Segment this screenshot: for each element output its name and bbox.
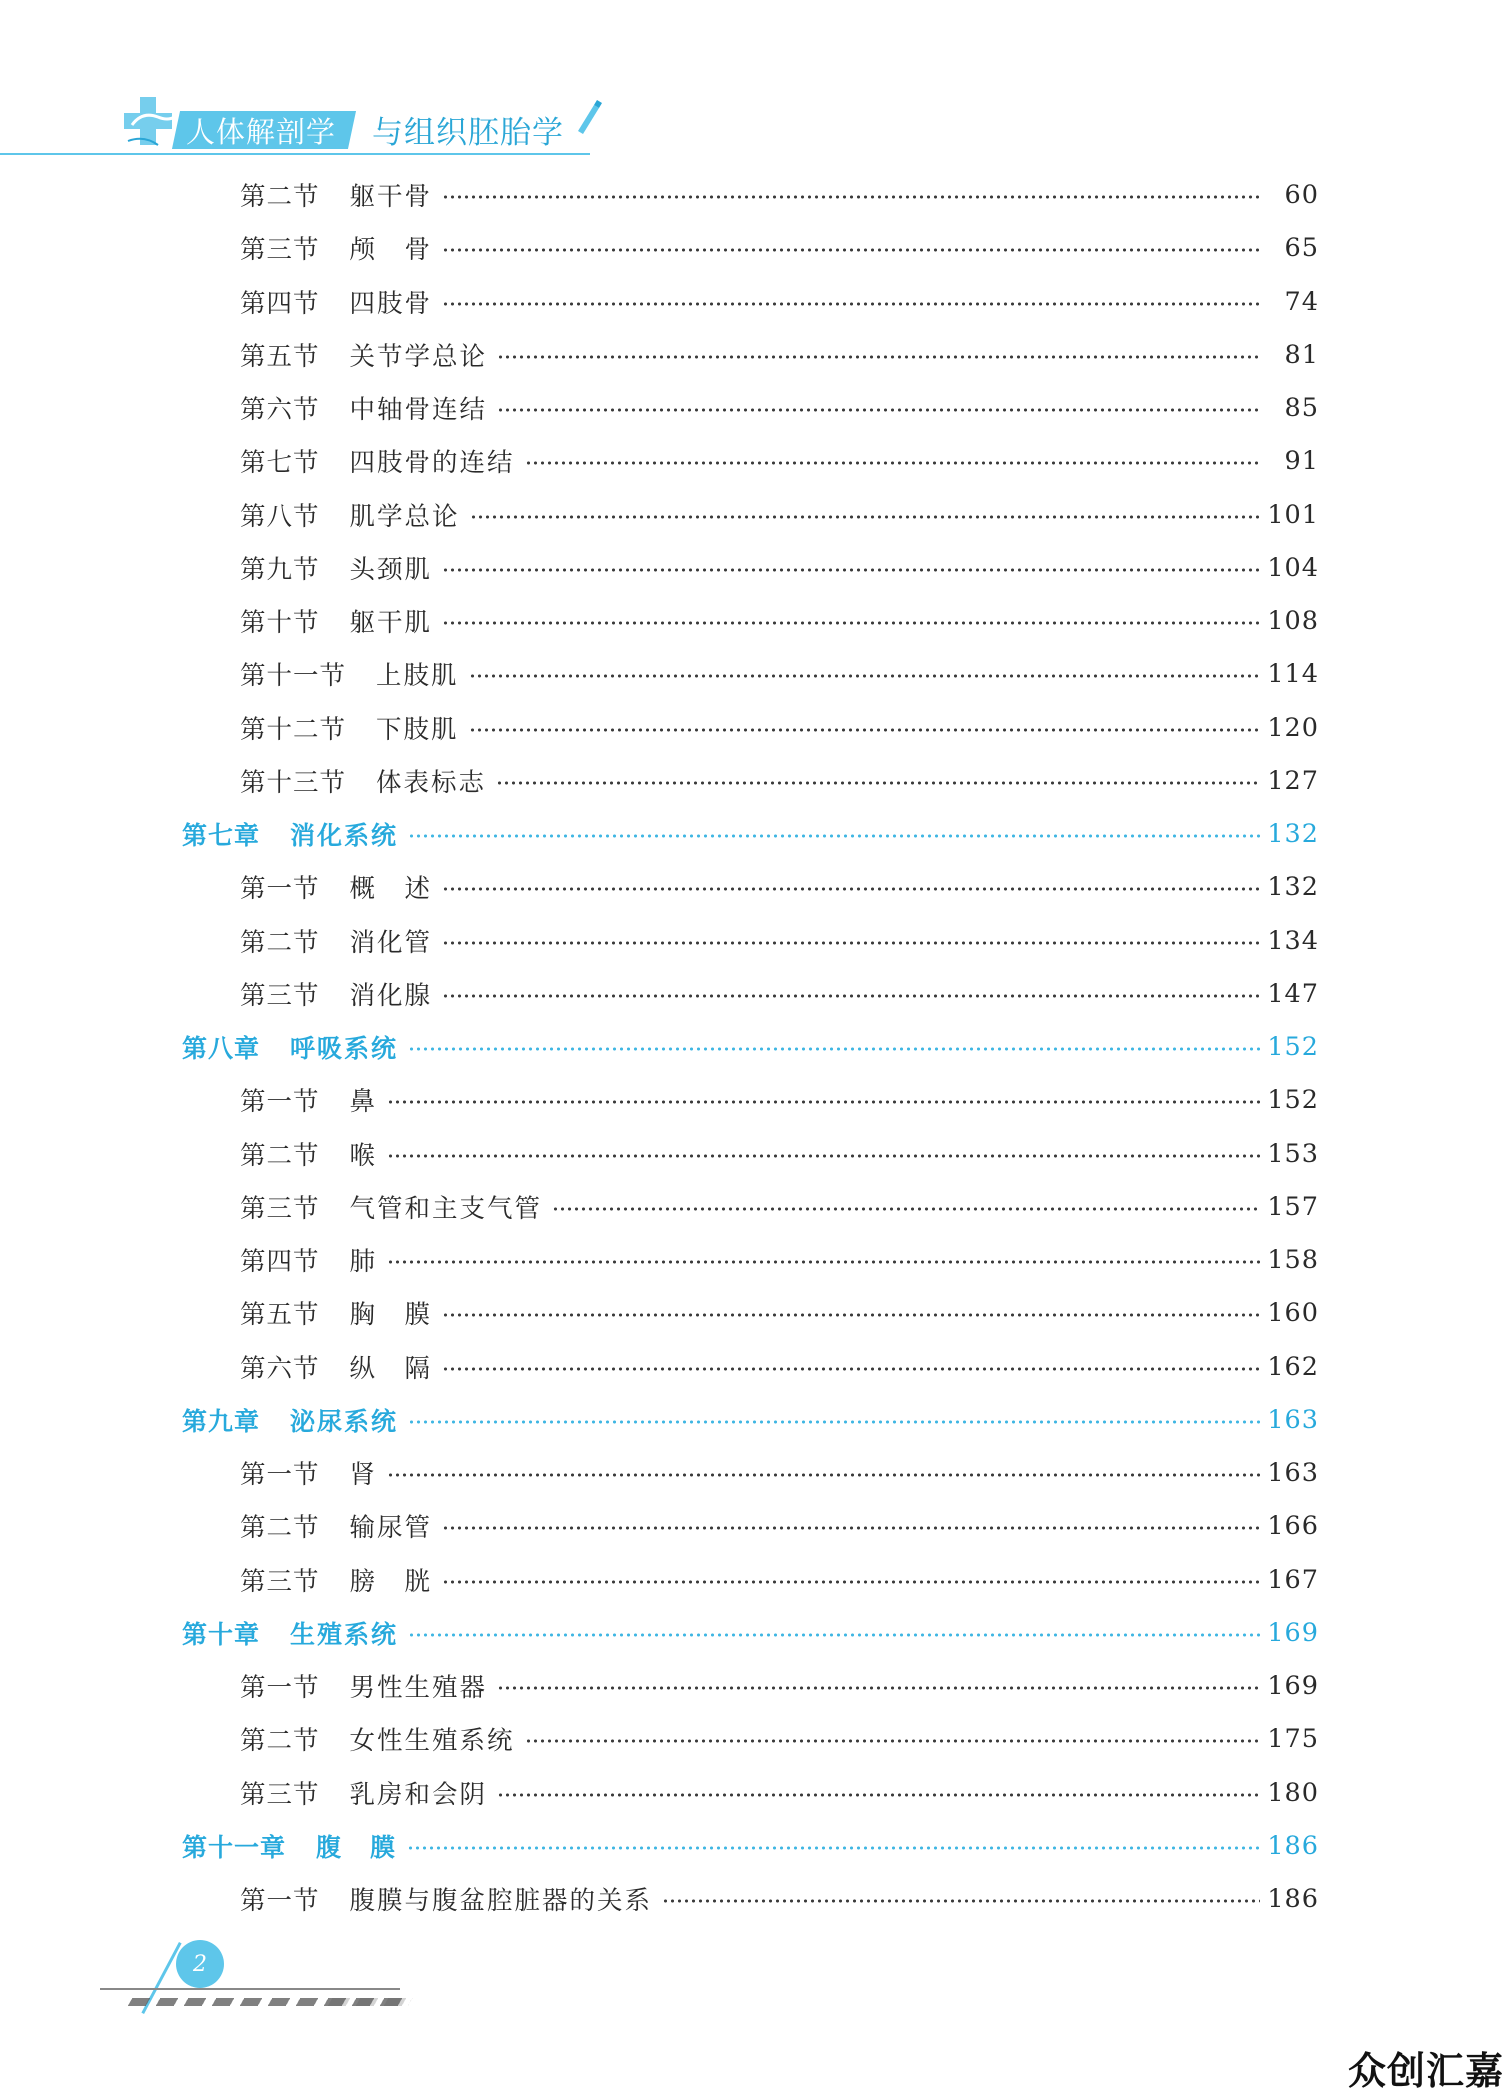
toc-leader-dots: [387, 1153, 1260, 1159]
toc-page-number: 65: [1284, 233, 1319, 264]
toc-page-number: 152: [1267, 1085, 1319, 1116]
toc-section-row: [0, 1134, 1504, 1174]
toc-page-number: 186: [1267, 1830, 1319, 1861]
toc-entry-title: 下肢肌: [376, 714, 459, 745]
toc-entry-number: 第一节: [240, 1460, 320, 1490]
toc-page-number: 101: [1267, 499, 1319, 530]
toc-leader-dots: [442, 194, 1260, 200]
toc-page-number: 85: [1284, 393, 1319, 423]
toc-leader-dots: [387, 1259, 1260, 1265]
pen-icon: [572, 99, 602, 135]
toc-page-number: 147: [1267, 978, 1319, 1009]
toc-section-row: [0, 1187, 1504, 1227]
toc-chapter-row: [0, 1613, 1504, 1653]
toc-entry-number: 第十二节: [240, 714, 347, 745]
toc-entry-number: 第十一节: [240, 661, 347, 692]
toc-page-number: 162: [1267, 1351, 1319, 1382]
toc-entry-number: 第一节: [240, 1886, 320, 1916]
watermark: 众创汇嘉: [1347, 2049, 1504, 2093]
header-title-box: [172, 111, 356, 149]
toc-entry-number: 第二节: [240, 1140, 320, 1171]
header-rule: [0, 153, 590, 155]
toc-section-row: [0, 1879, 1504, 1919]
toc-chapter-row: [0, 1400, 1504, 1440]
toc-leader-dots: [497, 407, 1260, 413]
toc-page-number: 166: [1267, 1511, 1319, 1542]
toc-leader-dots: [469, 673, 1260, 679]
toc-section-row: [0, 335, 1504, 375]
toc-leader-dots: [497, 1685, 1260, 1691]
toc-entry-number: 第十三节: [240, 767, 347, 798]
toc-section-row: [0, 1666, 1504, 1706]
toc-section-row: [0, 1240, 1504, 1280]
toc-entry-title: 概 述: [349, 874, 433, 905]
toc-entry-number: 第一节: [240, 1087, 320, 1118]
toc-section-row: [0, 1080, 1504, 1120]
toc-page-number: 167: [1267, 1564, 1319, 1595]
toc-section-row: [0, 761, 1504, 801]
toc-entry-title: 躯干肌: [349, 608, 433, 638]
toc-chapter-row: [0, 1027, 1504, 1067]
toc-entry-number: 第九节: [240, 554, 320, 585]
toc-section-row: [0, 654, 1504, 694]
toc-page-number: 104: [1267, 552, 1319, 583]
toc-chapter-row: [0, 1826, 1504, 1866]
toc-entry-title: 呼吸系统: [290, 1034, 399, 1063]
toc-section-row: [0, 867, 1504, 907]
toc-entry-title: 气管和主支气管: [349, 1193, 543, 1224]
toc-leader-dots: [442, 886, 1260, 892]
toc-entry-title: 四肢骨的连结: [349, 448, 515, 479]
toc-page-number: 186: [1267, 1884, 1319, 1914]
toc-leader-dots: [442, 301, 1260, 307]
toc-leader-dots: [407, 1845, 1260, 1851]
toc-leader-dots: [387, 1472, 1260, 1478]
toc-leader-dots: [387, 1099, 1260, 1105]
toc-page-number: 157: [1267, 1191, 1319, 1222]
toc-entry-number: 第一节: [240, 1673, 320, 1703]
toc-page-number: 163: [1267, 1404, 1319, 1435]
toc-section-row: [0, 921, 1504, 961]
toc-page-number: 108: [1267, 606, 1319, 636]
toc-section-row: [0, 1560, 1504, 1600]
toc-entry-title: 肌学总论: [349, 501, 460, 532]
toc-entry-number: 第八节: [240, 501, 320, 532]
toc-leader-dots: [442, 1312, 1260, 1318]
toc-page-number: 169: [1267, 1671, 1319, 1701]
toc-page-number: 160: [1267, 1298, 1319, 1329]
toc-leader-dots: [408, 1419, 1260, 1425]
toc-page-number: 120: [1267, 712, 1319, 743]
toc-page-number: 81: [1284, 339, 1319, 370]
toc-section-row: [0, 441, 1504, 481]
toc-leader-dots: [497, 354, 1260, 360]
toc-leader-dots: [442, 247, 1260, 253]
toc-chapter-row: [0, 814, 1504, 854]
toc-entry-title: 乳房和会阴: [349, 1779, 488, 1810]
toc-entry-number: 第七章: [182, 821, 261, 850]
toc-page-number: 169: [1267, 1617, 1319, 1648]
toc-entry-number: 第十一章: [182, 1832, 287, 1862]
toc-leader-dots: [408, 1632, 1260, 1638]
header-subtitle: 与组织胚胎学: [372, 115, 564, 151]
toc-entry-number: 第三节: [240, 1566, 320, 1597]
toc-leader-dots: [662, 1898, 1260, 1904]
toc-leader-dots: [525, 1738, 1260, 1744]
toc-leader-dots: [442, 567, 1260, 573]
toc-entry-title: 关节学总论: [349, 341, 488, 372]
toc-entry-number: 第三节: [240, 1193, 320, 1224]
toc-page-number: 74: [1284, 286, 1319, 317]
toc-leader-dots: [469, 727, 1260, 733]
toc-entry-number: 第二节: [240, 1513, 320, 1544]
toc-entry-title: 生殖系统: [290, 1619, 399, 1649]
toc-entry-title: 消化腺: [349, 980, 433, 1011]
toc-leader-dots: [525, 460, 1260, 466]
toc-entry-title: 颅 骨: [349, 235, 433, 266]
toc-section-row: [0, 1453, 1504, 1493]
toc-entry-number: 第四节: [240, 1247, 320, 1277]
toc-page-number: 180: [1267, 1777, 1319, 1808]
toc-section-row: [0, 388, 1504, 428]
toc-entry-title: 喉: [349, 1140, 378, 1171]
toc-page-number: 152: [1267, 1032, 1319, 1062]
toc-section-row: [0, 1506, 1504, 1546]
toc-leader-dots: [442, 1579, 1260, 1585]
toc-entry-number: 第二节: [240, 182, 320, 212]
toc-entry-title: 消化系统: [290, 821, 399, 850]
toc-section-row: [0, 1347, 1504, 1387]
toc-leader-dots: [442, 1525, 1260, 1531]
toc-section-row: [0, 1293, 1504, 1333]
footer-dash-fade: [328, 1998, 413, 2006]
toc-entry-number: 第三节: [240, 1779, 320, 1810]
toc-page-number: 132: [1267, 872, 1319, 903]
toc-leader-dots: [442, 940, 1260, 946]
toc-entry-title: 上肢肌: [376, 661, 459, 692]
toc-page-number: 60: [1284, 180, 1319, 210]
toc-entry-title: 腹 膜: [316, 1832, 398, 1862]
toc-entry-number: 第一节: [240, 874, 320, 905]
toc-entry-number: 第五节: [240, 341, 320, 372]
toc-leader-dots: [442, 620, 1260, 626]
toc-entry-title: 胸 膜: [349, 1300, 433, 1331]
toc-entry-title: 输尿管: [349, 1513, 433, 1544]
toc-entry-number: 第八章: [182, 1034, 261, 1063]
toc-page-number: 158: [1267, 1245, 1319, 1275]
toc-leader-dots: [496, 780, 1260, 786]
toc-entry-number: 第十节: [240, 608, 320, 638]
toc-entry-number: 第三节: [240, 235, 320, 266]
toc-entry-number: 第七节: [240, 448, 320, 479]
toc-entry-number: 第二节: [240, 927, 320, 958]
toc-entry-title: 体表标志: [376, 767, 487, 798]
toc-leader-dots: [408, 833, 1260, 839]
toc-entry-title: 泌尿系统: [290, 1406, 399, 1436]
toc-leader-dots: [408, 1046, 1260, 1052]
toc-page-number: 175: [1267, 1724, 1319, 1755]
page-number: 2: [176, 1940, 224, 1988]
toc-entry-title: 女性生殖系统: [349, 1726, 515, 1757]
toc-entry-number: 第六节: [240, 1353, 320, 1384]
toc-entry-number: 第四节: [240, 288, 320, 319]
toc-entry-title: 男性生殖器: [349, 1673, 488, 1703]
toc-entry-number: 第九章: [182, 1406, 261, 1436]
page-footer: [0, 1920, 600, 2020]
toc-entry-title: 躯干骨: [349, 182, 433, 212]
toc-page-number: 127: [1267, 765, 1319, 796]
toc-page-number: 114: [1267, 659, 1319, 690]
toc-leader-dots: [470, 514, 1260, 520]
toc-section-row: [0, 1773, 1504, 1813]
toc-entry-title: 膀 胱: [349, 1566, 433, 1597]
toc-page-number: 132: [1267, 819, 1319, 849]
toc-page-number: 153: [1267, 1138, 1319, 1169]
toc-entry-number: 第十章: [182, 1619, 261, 1649]
toc-section-row: [0, 974, 1504, 1014]
toc-entry-title: 消化管: [349, 927, 433, 958]
toc-entry-number: 第五节: [240, 1300, 320, 1331]
toc-section-row: [0, 548, 1504, 588]
toc-leader-dots: [552, 1206, 1260, 1212]
toc-section-row: [0, 1719, 1504, 1759]
toc-entry-title: 鼻: [349, 1087, 378, 1118]
toc-page-number: 134: [1267, 925, 1319, 956]
toc-entry-number: 第二节: [240, 1726, 320, 1757]
toc-entry-number: 第六节: [240, 395, 320, 425]
toc-section-row: [0, 495, 1504, 535]
toc-entry-number: 第三节: [240, 980, 320, 1011]
toc-leader-dots: [497, 1792, 1260, 1798]
header-title: 人体解剖学: [186, 114, 337, 149]
toc-page-number: 91: [1284, 446, 1319, 477]
toc-entry-title: 腹膜与腹盆腔脏器的关系: [349, 1886, 653, 1916]
toc-section-row: [0, 175, 1504, 215]
running-header: [0, 95, 620, 165]
toc-section-row: [0, 282, 1504, 322]
toc-leader-dots: [442, 993, 1260, 999]
footer-line: [100, 1988, 400, 1990]
toc-page-number: 163: [1267, 1458, 1319, 1488]
toc-leader-dots: [442, 1366, 1260, 1372]
toc-entry-title: 肺: [349, 1247, 378, 1277]
toc-entry-title: 中轴骨连结: [349, 395, 488, 425]
toc-entry-title: 四肢骨: [349, 288, 433, 319]
toc-section-row: [0, 228, 1504, 268]
toc-entry-title: 头颈肌: [349, 554, 433, 585]
toc-entry-title: 肾: [349, 1460, 378, 1490]
toc-section-row: [0, 708, 1504, 748]
toc-entry-title: 纵 隔: [349, 1353, 433, 1384]
toc-section-row: [0, 601, 1504, 641]
